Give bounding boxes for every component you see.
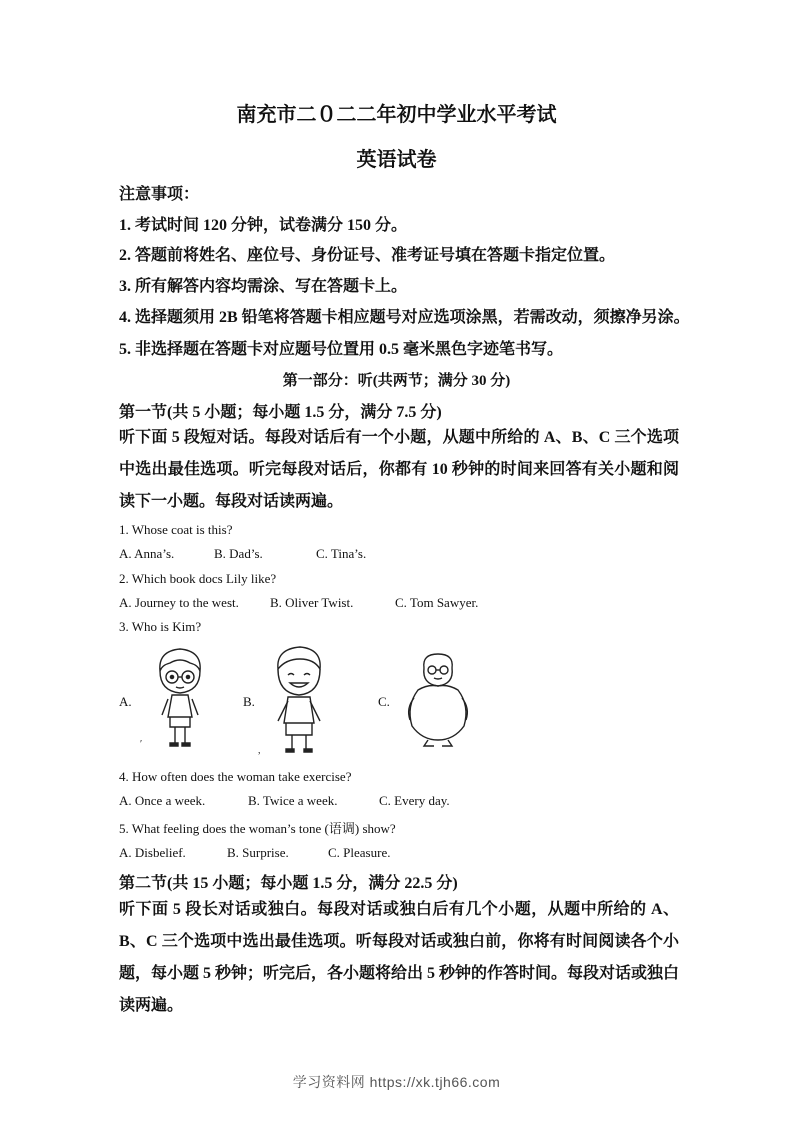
svg-text:ʹ: ʹ [140,739,143,750]
question-1-option-c: C. Tina’s. [316,546,367,561]
question-3-option-b: B. [243,694,255,709]
notice-item-5: 5. 非选择题在答题卡对应题号位置用 0.5 毫米黑色字迹笔书写。 [119,341,564,358]
footer-watermark: 学习资料网 https://xk.tjh66.com [292,1074,501,1090]
question-1-option-b: B. Dad’s. [214,546,263,561]
question-4-option-a: A. Once a week. [119,793,206,808]
chubby-person-illustration [402,650,474,750]
question-4-option-c: C. Every day. [379,793,450,808]
question-1-option-a: A. Anna’s. [119,546,175,561]
question-4-stem: 4. How often does the woman take exercise? [119,769,352,784]
question-5-option-c: C. Pleasure. [328,845,391,860]
section2-instructions: 听下面 5 段长对话或独白。每段对话或独白后有几个小题，从题中所给的 A、B、C 三个选项中选出最佳选项。听每段对话或独白前，你将有时间阅读各个小题，每小题 5 秒钟；听完后，各小题将给出 5 秒钟的作答时间。每段对话或独白读两遍。 [119,901,680,1014]
notice-item-4: 4. 选择题须用 2B 铅笔将答题卡相应题号对应选项涂黑，若需改动，须擦净另涂。 [119,309,690,326]
question-2-option-c: C. Tom Sawyer. [395,595,479,610]
boy-with-glasses-illustration [140,643,210,753]
question-2-option-a: A. Journey to the west. [119,595,239,610]
smiling-boy-illustration [258,643,334,756]
section2-heading: 第二节(共 15 小题；每小题 1.5 分，满分 22.5 分) [119,875,458,892]
notice-heading: 注意事项： [119,186,200,203]
question-3-stem: 3. Who is Kim? [119,619,202,634]
question-4-option-b: B. Twice a week. [248,793,338,808]
page-title: 南充市二０二二年初中学业水平考试 [236,104,557,126]
question-5-stem: 5. What feeling does the woman’s tone (语调) show? [119,821,396,836]
section1-heading: 第一节(共 5 小题；每小题 1.5 分，满分 7.5 分) [119,404,442,421]
section1-instructions: 听下面 5 段短对话。每段对话后有一个小题，从题中所给的 A、B、C 三个选项中选出最佳选项。听完每段对话后，你都有 10 秒钟的时间来回答有关小题和阅读下一小题。每段对话读两遍。 [119,429,679,510]
part1-heading: 第一部分：听(共两节；满分 30 分) [282,373,511,389]
question-3-option-c: C. [378,694,390,709]
notice-item-2: 2. 答题前将姓名、座位号、身份证号、准考证号填在答题卡指定位置。 [119,247,616,264]
question-1-stem: 1. Whose coat is this? [119,522,233,537]
question-2-option-b: B. Oliver Twist. [270,595,354,610]
notice-item-3: 3. 所有解答内容均需涂、写在答题卡上。 [119,278,408,295]
notice-item-1: 1. 考试时间 120 分钟，试卷满分 150 分。 [119,217,408,234]
svg-text:,: , [258,745,261,756]
page-subtitle: 英语试卷 [356,149,437,171]
question-2-stem: 2. Which book docs Lily like? [119,571,277,586]
question-3-option-a: A. [119,694,132,709]
question-5-option-b: B. Surprise. [227,845,289,860]
question-5-option-a: A. Disbelief. [119,845,186,860]
